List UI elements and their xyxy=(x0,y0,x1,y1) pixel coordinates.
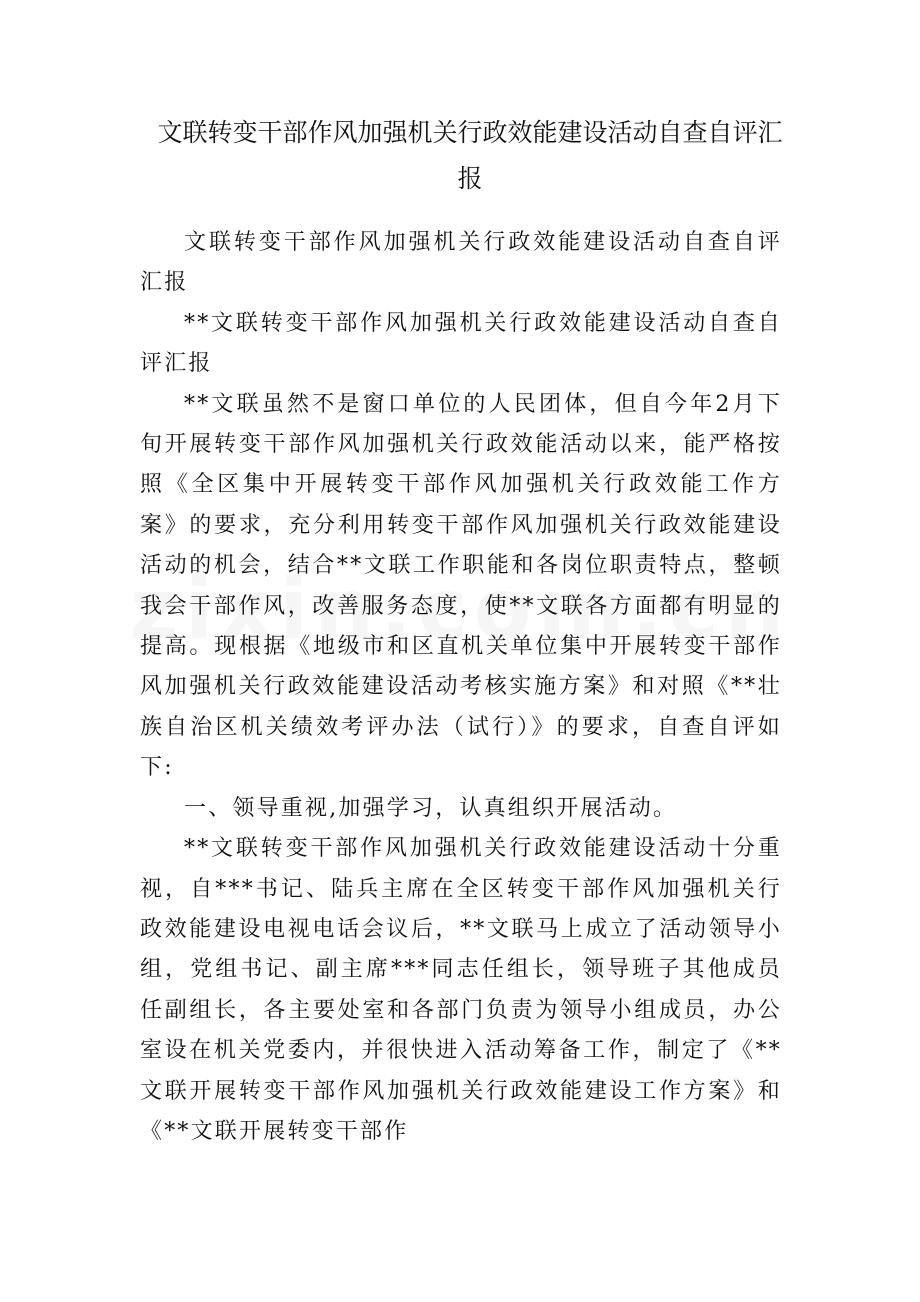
document-body xyxy=(140,223,782,1152)
paragraph: **文联虽然不是窗口单位的人民团体，但自今年2月下旬开展转变干部作风加强机关行政效能活动以来，能严格按照《全区集中开展转变干部作风加强机关行政效能工作方案》的要求，充分利用转变干部作风加强机关行政效能建设活动的机会，结合**文联工作职能和各岗位职责特点，整顿我会干部作风，改善服务态度，使**文联各方面都有明显的提高。现根据《地级市和区直机关单位集中开展转变干部作风加强机关行政效能建设活动考核实施方案》和对照《**壮族自治区机关绩效考评办法（试行）》的要求，自查自评如下: xyxy=(140,391,782,781)
paragraph: **文联转变干部作风加强机关行政效能建设活动十分重视，自***书记、陆兵主席在全区转变干部作风加强机关行政效能建设电视电话会议后，**文联马上成立了活动领导小组，党组书记、副主席***同志任组长，领导班子其他成员任副组长，各主要处室和各部门负责为领导小组成员，办公室设在机关党委内，并很快进入活动筹备工作，制定了《**文联开展转变干部作风加强机关行政效能建设工作方案》和《**文联开展转变干部作 xyxy=(140,836,782,1144)
document-title: 文联转变干部作风加强机关行政效能建设活动自查自评汇报 xyxy=(157,118,783,193)
paragraph: 文联转变干部作风加强机关行政效能建设活动自查自评汇报 xyxy=(140,230,782,296)
section-heading: 一、领导重视,加强学习，认真组织开展活动。 xyxy=(184,795,678,821)
paragraph: **文联转变干部作风加强机关行政效能建设活动自查自评汇报 xyxy=(140,310,782,377)
